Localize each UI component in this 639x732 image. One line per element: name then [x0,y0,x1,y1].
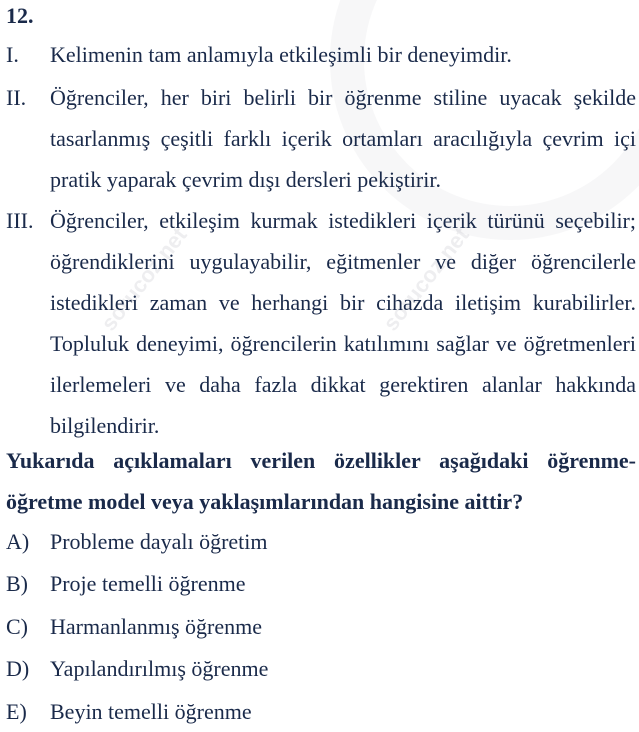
option-d[interactable] [6,654,268,684]
statement-label: II. [6,85,27,110]
option-a[interactable] [6,527,268,557]
question-prompt: Yukarıda açıklamaları verilen özellikler aşağıdaki öğrenme-öğretme model veya yaklaşımlarından hangisine aittir? [6,448,636,514]
option-text: Yapılandırılmış öğrenme [50,656,269,681]
watermark-left: sorucoz.net [96,222,192,336]
statement-label: I. [6,42,19,67]
option-label: C) [6,614,28,639]
option-text: Probleme dayalı öğretim [50,529,268,554]
statement-1 [6,34,636,75]
option-text: Beyin temelli öğrenme [50,699,252,724]
watermark-middle: sorucoz.net [378,222,474,336]
statement-2 [6,77,636,200]
option-e[interactable] [6,697,252,727]
statement-text: Kelimenin tam anlamıyla etkileşimli bir deneyimdir. [50,42,512,67]
option-label: B) [6,571,28,596]
option-c[interactable] [6,612,262,642]
option-text: Proje temelli öğrenme [50,571,246,596]
statement-3 [6,200,636,446]
statement-label: III. [6,208,34,233]
option-b[interactable] [6,569,246,599]
option-label: E) [6,699,27,724]
option-label: D) [6,656,30,681]
option-label: A) [6,529,30,554]
option-text: Harmanlanmış öğrenme [50,614,262,639]
statement-text: Öğrenciler, her biri belirli bir öğrenme stiline uyacak şekilde tasarlanmış çeşitli farklı içerik ortamları aracılığıyla çevrim içi pratik yaparak çevrim dışı dersleri pekiştirir. [50,85,636,192]
statement-text: Öğrenciler, etkileşim kurmak istedikleri içerik türünü seçebilir; öğrendiklerini uygulayabilir, eğitmenler ve diğer öğrencilerle istedikleri zaman ve herhangi bir cihazda iletişim kurabilirler. Topluluk deneyimi, öğrencilerin katılımını sağlar ve öğretmenleri ilerlemeleri ve daha fazla dikkat gerektiren alanlar hakkında bilgilendirir. [50,208,636,438]
question-number: 12. [6,3,34,28]
